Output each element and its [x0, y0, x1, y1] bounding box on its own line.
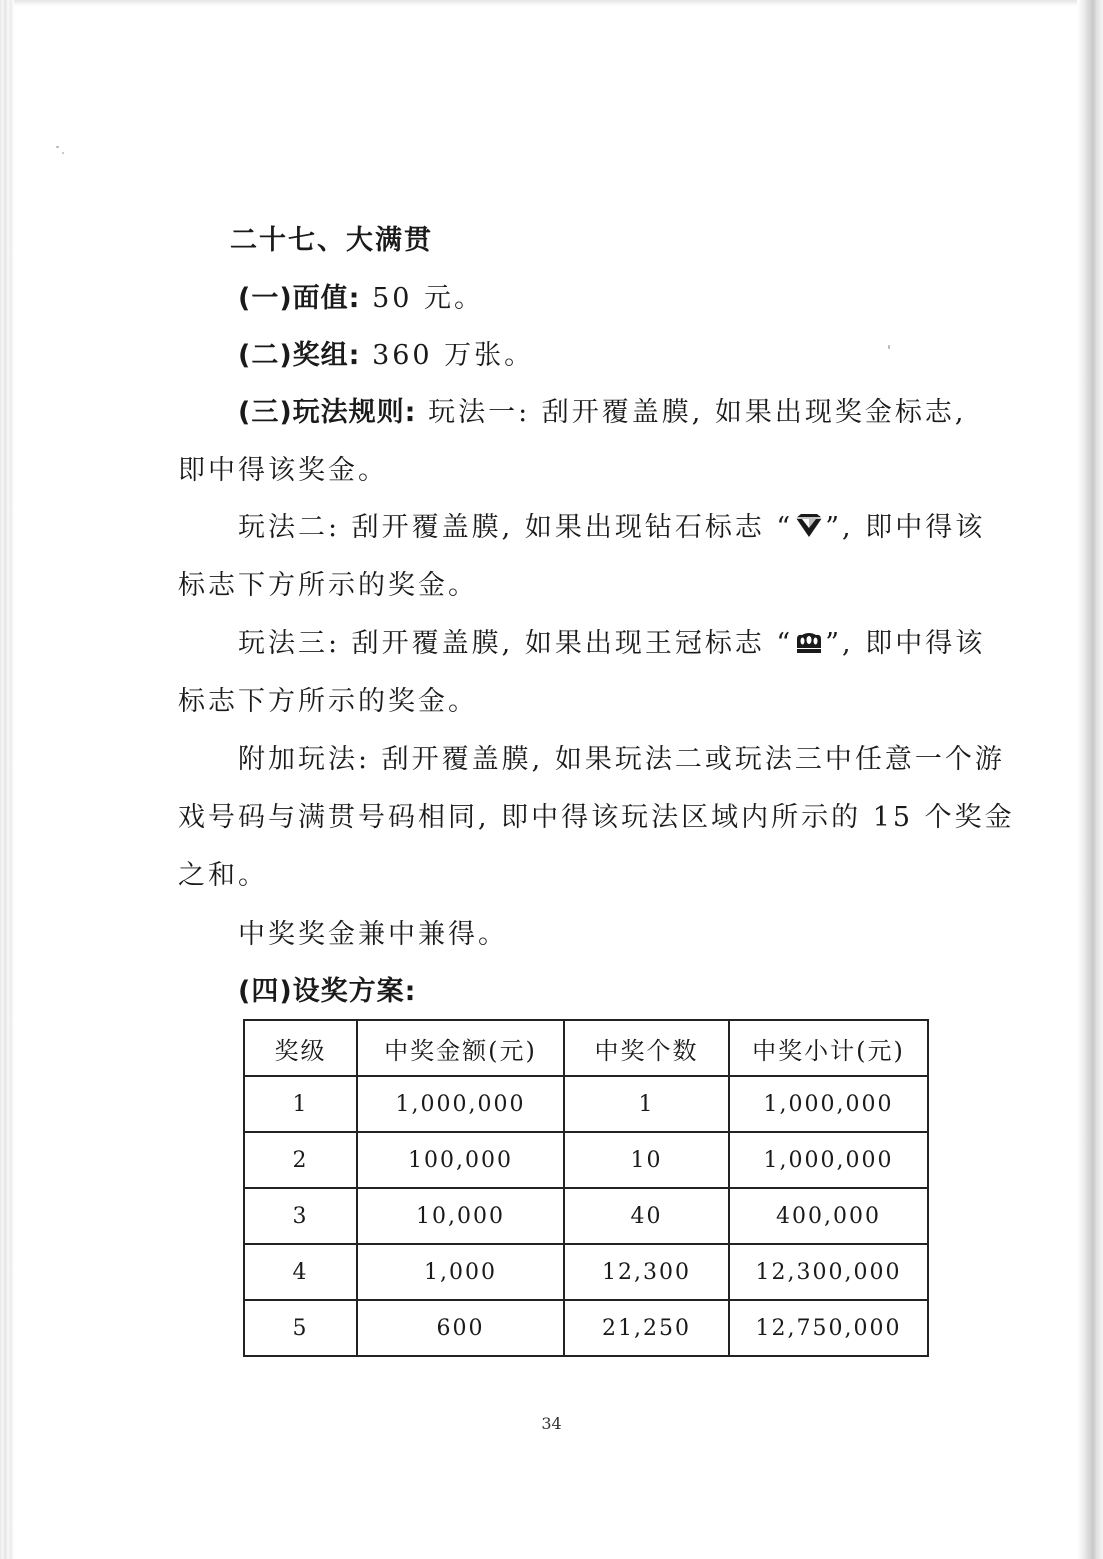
- cell-level: 1: [244, 1076, 357, 1132]
- cell-level: 3: [244, 1188, 357, 1244]
- cell-amount: 1,000,000: [357, 1076, 564, 1132]
- rules-paragraph: [238, 396, 1068, 430]
- cell-amount: 600: [357, 1300, 564, 1356]
- cell-level: 2: [244, 1132, 357, 1188]
- cell-amount: 1,000: [357, 1244, 564, 1300]
- cell-level: 5: [244, 1300, 357, 1356]
- cell-subtotal: 12,750,000: [729, 1300, 928, 1356]
- cell-amount: 10,000: [357, 1188, 564, 1244]
- prize-table: [243, 1019, 929, 1357]
- table-row: [244, 1244, 928, 1300]
- play3-continuation: 标志下方所示的奖金。: [178, 686, 478, 717]
- play2-paragraph: [238, 511, 1068, 545]
- rules-label: (三)玩法规则:: [238, 397, 417, 428]
- cell-count: 40: [564, 1188, 729, 1244]
- face-value-label: (一)面值:: [238, 283, 361, 314]
- bonus-play-line-2: 戏号码与满贯号码相同, 即中得该玩法区域内所示的 15 个奖金: [178, 802, 1015, 833]
- prize-plan-label: (四)设奖方案:: [238, 976, 417, 1007]
- cell-subtotal: 12,300,000: [729, 1244, 928, 1300]
- header-subtotal: 中奖小计(元): [729, 1020, 928, 1076]
- cell-subtotal: 400,000: [729, 1188, 928, 1244]
- cell-count: 1: [564, 1076, 729, 1132]
- table-row: [244, 1132, 928, 1188]
- bonus-play-line-3: 之和。: [178, 860, 268, 891]
- face-value-paragraph: [238, 282, 1068, 316]
- face-value-text: 50 元。: [360, 283, 485, 314]
- page-number: 34: [541, 1414, 562, 1433]
- cell-subtotal: 1,000,000: [729, 1076, 928, 1132]
- table-header-row: [244, 1020, 928, 1076]
- prize-plan-heading: [238, 975, 1068, 1009]
- section-heading: 二十七、大满贯: [230, 225, 433, 256]
- cell-count: 12,300: [564, 1244, 729, 1300]
- play1-continuation: 即中得该奖金。: [178, 455, 388, 486]
- crown-icon: [794, 629, 824, 655]
- cell-count: 21,250: [564, 1300, 729, 1356]
- cell-amount: 100,000: [357, 1132, 564, 1188]
- cell-count: 10: [564, 1132, 729, 1188]
- prize-group-text: 360 万张。: [360, 340, 535, 371]
- bonus-play-line-1: 附加玩法: 刮开覆盖膜, 如果玩法二或玩法三中任意一个游: [238, 744, 1005, 775]
- play2-continuation: 标志下方所示的奖金。: [178, 570, 478, 601]
- cell-level: 4: [244, 1244, 357, 1300]
- prize-group-paragraph: [238, 339, 1068, 373]
- header-amount: 中奖金额(元): [357, 1020, 564, 1076]
- play1-text: 玩法一: 刮开覆盖膜, 如果出现奖金标志,: [416, 397, 967, 428]
- table-row: [244, 1300, 928, 1356]
- cell-subtotal: 1,000,000: [729, 1132, 928, 1188]
- play2-text-end: ”, 即中得该: [825, 512, 986, 543]
- cumulative-rule: 中奖奖金兼中兼得。: [238, 919, 508, 950]
- header-level: 奖级: [244, 1020, 357, 1076]
- play2-text: 玩法二: 刮开覆盖膜, 如果出现钻石标志 “: [238, 512, 794, 543]
- play3-paragraph: [238, 627, 1068, 661]
- header-count: 中奖个数: [564, 1020, 729, 1076]
- play3-text-end: ”, 即中得该: [825, 628, 986, 659]
- table-row: [244, 1076, 928, 1132]
- play3-text: 玩法三: 刮开覆盖膜, 如果出现王冠标志 “: [238, 628, 794, 659]
- prize-group-label: (二)奖组:: [238, 340, 361, 371]
- diamond-icon: [794, 513, 824, 539]
- table-row: [244, 1188, 928, 1244]
